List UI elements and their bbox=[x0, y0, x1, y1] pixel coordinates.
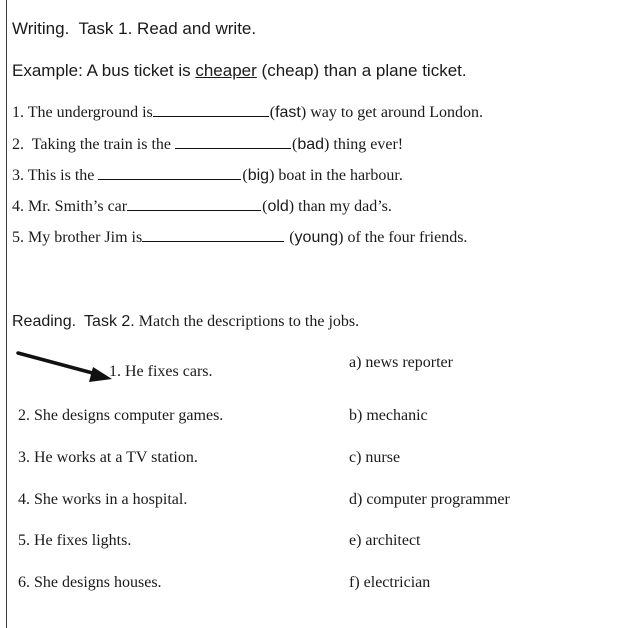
exercise-text-after: boat in the harbour. bbox=[278, 167, 403, 184]
exercise-number: 2. bbox=[12, 136, 24, 153]
exercise-text-after: thing ever! bbox=[333, 136, 404, 153]
exercise-number: 3. bbox=[12, 167, 24, 184]
example-label: Example: bbox=[12, 61, 83, 80]
writing-period: . bbox=[251, 19, 257, 38]
answer-blank[interactable] bbox=[142, 229, 284, 242]
exercise-text-before: My brother Jim is bbox=[28, 229, 143, 246]
exercise-text-after: way to get around London. bbox=[310, 104, 484, 121]
writing-instruction: Read and write bbox=[137, 19, 252, 38]
job-item: b) mechanic bbox=[349, 407, 428, 424]
job-item: e) architect bbox=[349, 532, 421, 549]
answer-blank[interactable] bbox=[153, 104, 269, 117]
reading-label: Reading. bbox=[12, 313, 77, 330]
exercise-text-after: than my dad’s. bbox=[298, 198, 392, 215]
description-item: 5. He fixes lights. bbox=[18, 532, 132, 549]
job-item: a) news reporter bbox=[349, 354, 453, 371]
exercise-item: 1. The underground is (fast) way to get around London. bbox=[12, 104, 484, 121]
exercise-keyword: young bbox=[294, 229, 339, 246]
example-keyword: cheap bbox=[267, 61, 314, 80]
exercise-number: 4. bbox=[12, 198, 24, 215]
description-item: 4. She works in a hospital. bbox=[18, 491, 188, 508]
writing-task-number: Task 1. bbox=[78, 19, 133, 38]
example-after: ) than a plane ticket. bbox=[313, 61, 467, 80]
reading-task-number: Task 2. bbox=[84, 313, 135, 330]
job-item: f) electrician bbox=[349, 574, 431, 591]
answer-blank[interactable] bbox=[175, 136, 291, 149]
answer-blank[interactable] bbox=[127, 198, 261, 211]
example-line bbox=[12, 61, 467, 81]
description-item: 3. He works at a TV station. bbox=[18, 449, 198, 466]
description-item: 1. He fixes cars. bbox=[109, 363, 213, 380]
page-left-border bbox=[6, 0, 7, 628]
reading-heading bbox=[12, 313, 359, 331]
exercise-text-after: of the four friends. bbox=[347, 229, 468, 246]
arrow-right-icon bbox=[16, 348, 116, 386]
exercise-keyword: bad bbox=[297, 136, 325, 153]
exercise-text-before: Taking the train is the bbox=[31, 136, 172, 153]
answer-blank[interactable] bbox=[98, 167, 241, 180]
example-before: A bus ticket is bbox=[86, 61, 191, 80]
description-item: 6. She designs houses. bbox=[18, 574, 162, 591]
exercise-keyword: big bbox=[247, 167, 270, 184]
exercise-item: 5. My brother Jim is (young) of the four friends. bbox=[12, 229, 468, 246]
exercise-keyword: fast bbox=[275, 104, 301, 121]
exercise-text-before: The underground is bbox=[27, 104, 153, 121]
job-item: c) nurse bbox=[349, 449, 401, 466]
description-item: 2. She designs computer games. bbox=[18, 407, 224, 424]
reading-instruction: Match the descriptions to the jobs. bbox=[138, 313, 360, 330]
exercise-text-before: This is the bbox=[27, 167, 95, 184]
exercise-keyword: old bbox=[267, 198, 289, 215]
exercise-item: 3. This is the (big) boat in the harbour. bbox=[12, 167, 403, 184]
exercise-item: 4. Mr. Smith’s car (old) than my dad’s. bbox=[12, 198, 392, 215]
exercise-number: 1. bbox=[12, 104, 24, 121]
writing-heading bbox=[12, 19, 256, 39]
example-open-paren: ( bbox=[261, 61, 268, 80]
writing-label: Writing. bbox=[12, 19, 70, 38]
job-item: d) computer programmer bbox=[349, 491, 510, 508]
exercise-item: 2. Taking the train is the (bad) thing ever! bbox=[12, 136, 404, 153]
exercise-text-before: Mr. Smith’s car bbox=[28, 198, 128, 215]
exercise-number: 5. bbox=[12, 229, 24, 246]
example-answer: cheaper bbox=[195, 61, 257, 80]
